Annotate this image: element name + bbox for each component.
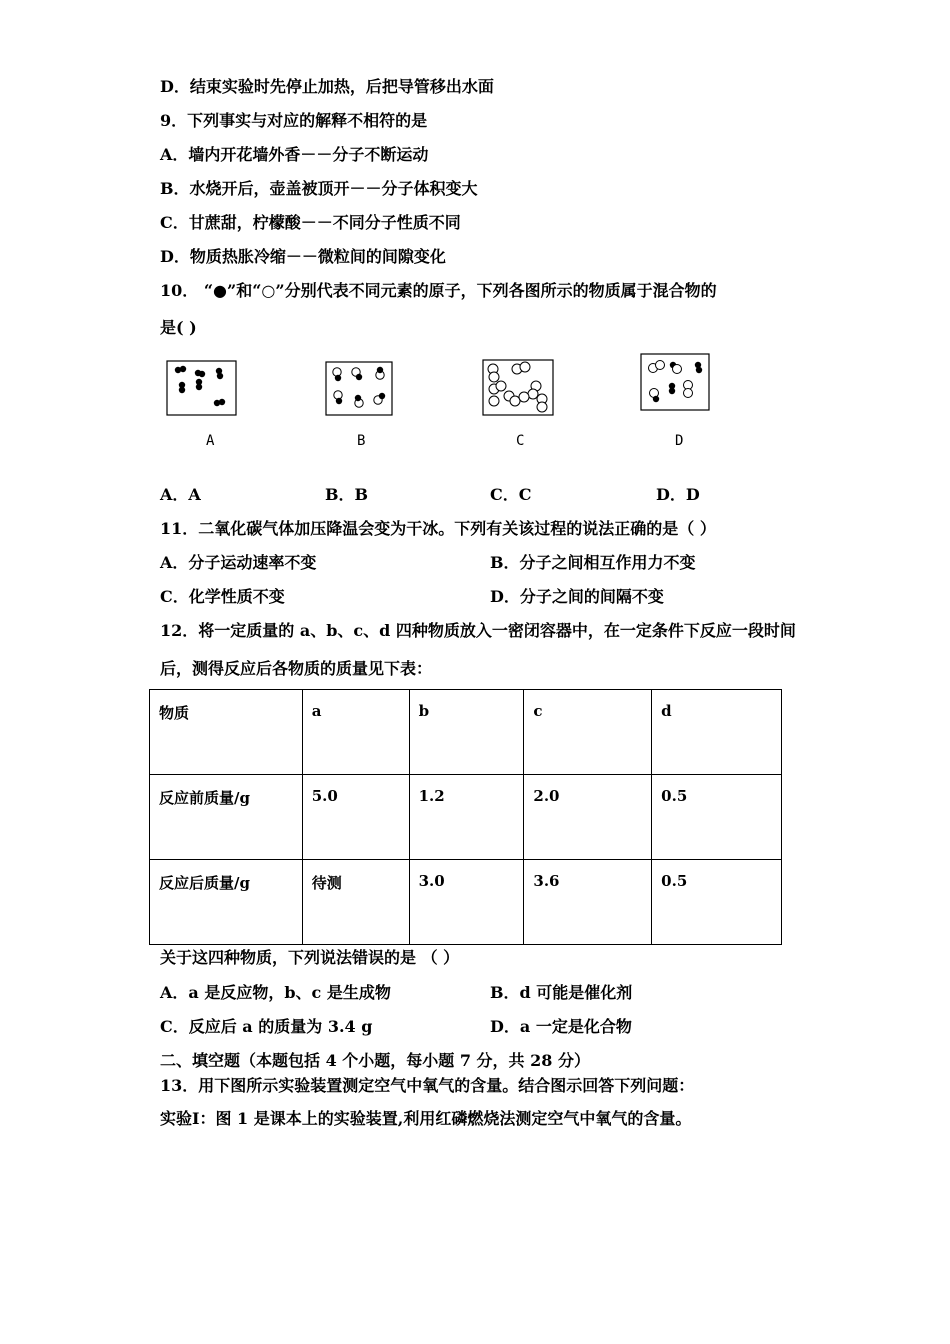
table-cell: 反应前质量/g (150, 775, 303, 860)
q12-option-b: B．d 可能是催化剂 (490, 983, 633, 1002)
black-atom (196, 384, 202, 390)
q11-stem: 11．二氧化碳气体加压降温会变为干冰。下列有关该过程的说法正确的是（ ） (160, 519, 716, 538)
white-atom (520, 362, 530, 372)
q9-option-b: B．水烧开后，壶盖被顶开－－分子体积变大 (160, 179, 478, 198)
black-atom (669, 388, 675, 394)
white-atom (496, 381, 506, 391)
white-atom (656, 361, 665, 370)
q10-figure-b (325, 361, 394, 417)
black-atom (335, 375, 341, 381)
q10-option-b: B．B (325, 485, 369, 504)
table-cell: a (302, 690, 409, 775)
q10-option-d: D．D (656, 485, 700, 504)
black-atom (199, 371, 205, 377)
q13-experiment-1: 实验Ⅰ：图 1 是课本上的实验装置,利用红磷燃烧法测定空气中氧气的含量。 (160, 1109, 692, 1128)
black-atom (356, 374, 362, 380)
q10-option-a: A．A (160, 485, 201, 504)
white-atom (673, 365, 682, 374)
q11-option-c: C．化学性质不变 (160, 587, 285, 606)
q10-figure-c (482, 359, 555, 417)
table-cell: 1.2 (409, 775, 524, 860)
black-atom (180, 366, 186, 372)
black-atom (379, 393, 385, 399)
q12-option-d: D．a 一定是化合物 (490, 1017, 632, 1036)
q10-stem-line1: 10． “●”和“○”分别代表不同元素的原子，下列各图所示的物质属于混合物的 (160, 281, 717, 300)
white-atom (528, 389, 538, 399)
q12-option-c: C．反应后 a 的质量为 3.4 g (160, 1017, 373, 1036)
q9-option-a: A．墙内开花墙外香－－分子不断运动 (160, 145, 429, 164)
q9-option-c: C．甘蔗甜，柠檬酸－－不同分子性质不同 (160, 213, 461, 232)
table-cell: b (409, 690, 524, 775)
black-atom (377, 367, 383, 373)
section2-title: 二、填空题（本题包括 4 个小题，每小题 7 分，共 28 分） (160, 1051, 590, 1070)
white-atom (333, 368, 341, 376)
q8-option-d: D．结束实验时先停止加热，后把导管移出水面 (160, 77, 494, 96)
q10-figure-d-label: D (675, 433, 684, 449)
table-row (150, 860, 782, 945)
q12-question: 关于这四种物质，下列说法错误的是 （ ） (160, 948, 460, 967)
black-atom (355, 395, 361, 401)
table-cell: 待测 (302, 860, 409, 945)
black-atom (217, 373, 223, 379)
q12-option-a: A．a 是反应物，b、c 是生成物 (160, 983, 391, 1002)
table-cell: 0.5 (652, 775, 782, 860)
white-atom (537, 402, 547, 412)
table-header-row (150, 690, 782, 775)
q10-figure-d (640, 353, 711, 411)
q12-stem-line2: 后，测得反应后各物质的质量见下表： (160, 659, 433, 678)
table-cell: c (524, 690, 652, 775)
black-atom (336, 398, 342, 404)
table-cell: 2.0 (524, 775, 652, 860)
q11-option-b: B．分子之间相互作用力不变 (490, 553, 696, 572)
q12-mass-table (149, 689, 782, 945)
q10-option-c: C．C (490, 485, 532, 504)
table-cell: 0.5 (652, 860, 782, 945)
table-cell: 物质 (150, 690, 303, 775)
table-row (150, 775, 782, 860)
black-atom (219, 399, 225, 405)
white-atom (519, 392, 529, 402)
table-cell: 3.6 (524, 860, 652, 945)
q9-option-d: D．物质热胀冷缩－－微粒间的间隙变化 (160, 247, 446, 266)
q13-stem: 13．用下图所示实验装置测定空气中氧气的含量。结合图示回答下列问题： (160, 1076, 695, 1095)
q10-stem-line2: 是( ) (160, 318, 197, 337)
white-atom (334, 391, 342, 399)
white-atom (684, 389, 693, 398)
q10-figure-b-label: B (357, 433, 366, 449)
white-atom (510, 396, 520, 406)
white-atom (489, 396, 499, 406)
table-cell: 反应后质量/g (150, 860, 303, 945)
q12-stem-line1: 12．将一定质量的 a、b、c、d 四种物质放入一密闭容器中，在一定条件下反应一段时间 (160, 621, 796, 640)
white-atom (489, 372, 499, 382)
q11-option-d: D．分子之间的间隔不变 (490, 587, 664, 606)
q10-figure-c-label: C (516, 433, 525, 449)
table-cell: 5.0 (302, 775, 409, 860)
q10-figure-a-label: A (206, 433, 215, 449)
black-atom (696, 367, 702, 373)
table-cell: d (652, 690, 782, 775)
q11-option-a: A．分子运动速率不变 (160, 553, 317, 572)
q10-figure-a (166, 360, 238, 416)
q9-stem: 9．下列事实与对应的解释不相符的是 (160, 111, 428, 130)
black-atom (179, 387, 185, 393)
black-atom (653, 396, 659, 402)
table-cell: 3.0 (409, 860, 524, 945)
